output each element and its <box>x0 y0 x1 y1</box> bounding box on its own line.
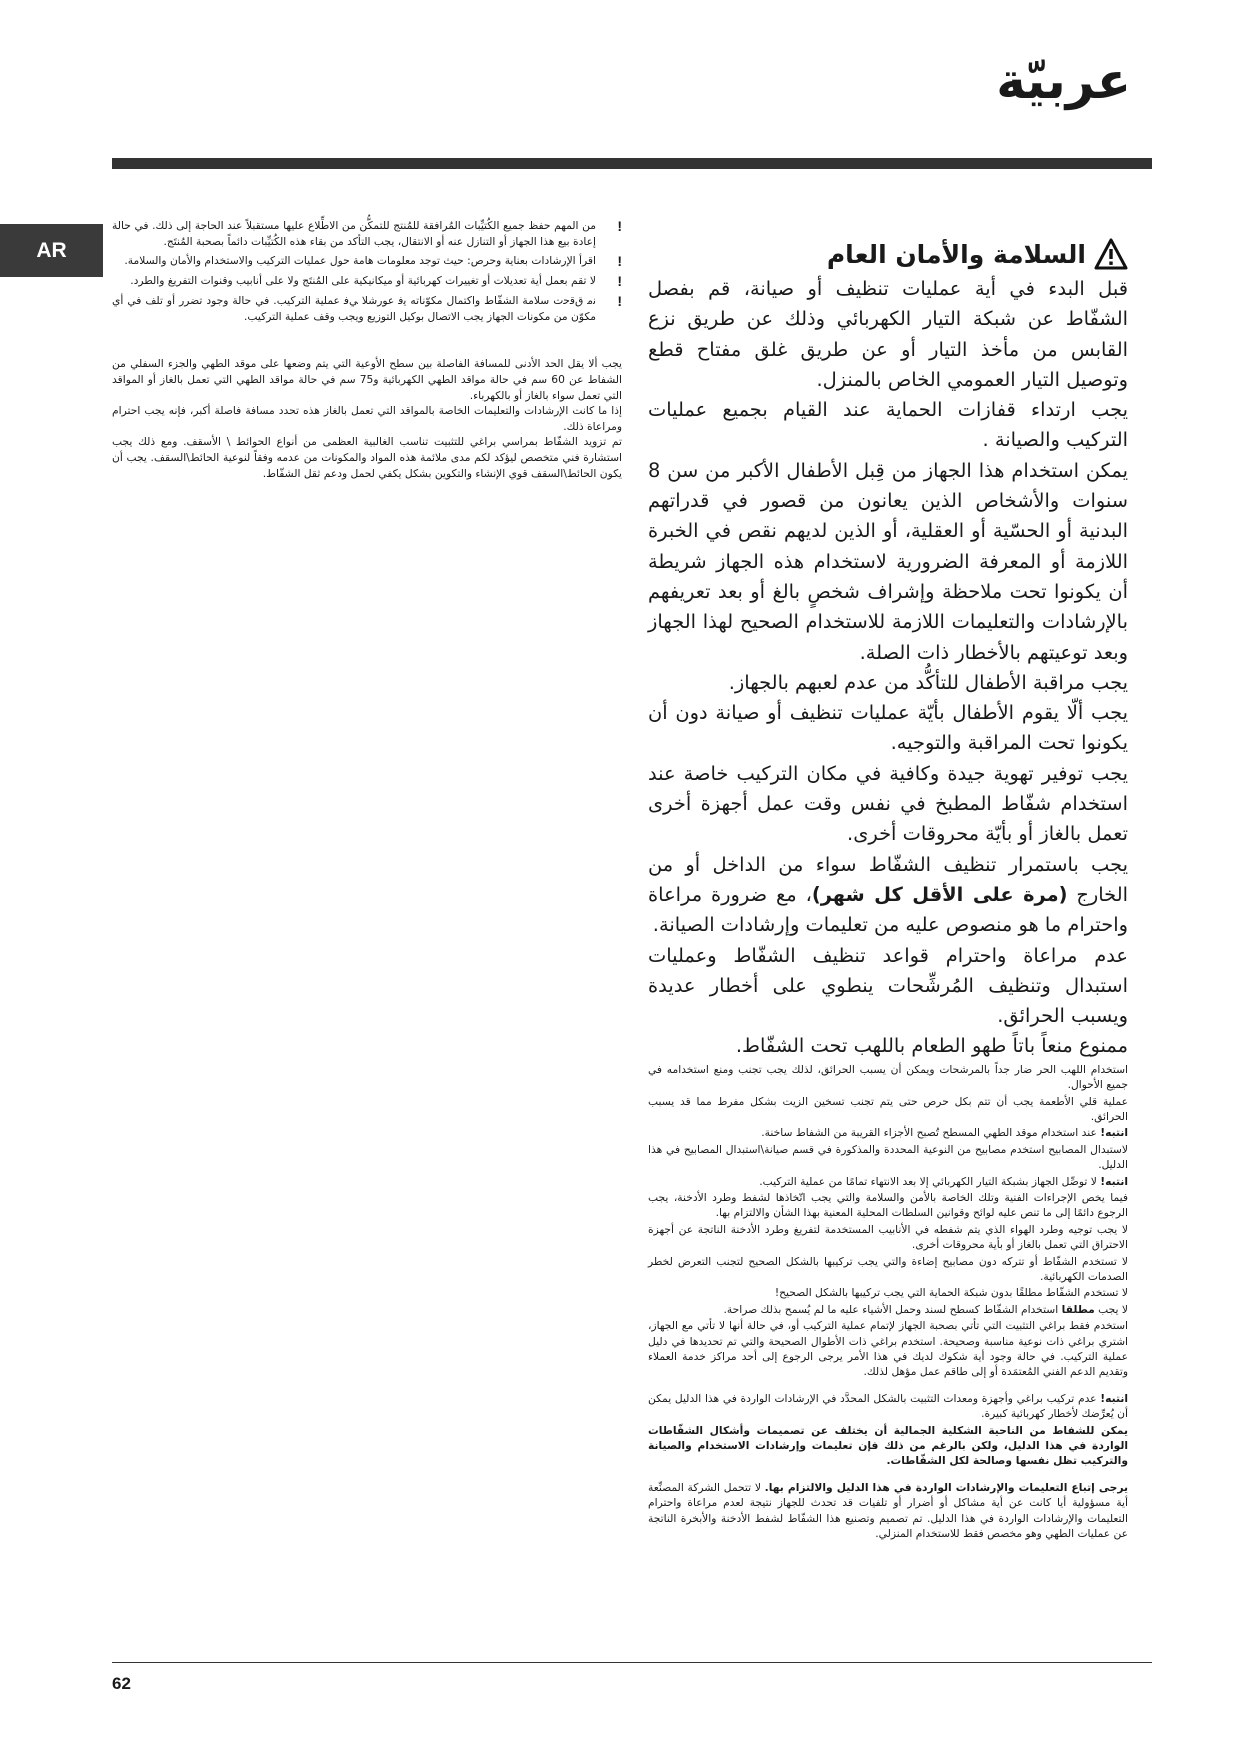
bullet-text: اقرأ الإرشادات بعناية وحرص: حيث توجد معلومات هامة حول عمليات التركيب والاستخدام والأمان والسلامة. <box>124 254 596 268</box>
warning-icon <box>1094 238 1128 270</box>
attention-label: انتبه! <box>1100 1174 1128 1188</box>
cleaning-frequency: (مرة على الأقل كل شهر) <box>811 882 1068 906</box>
body-paragraph: عدم مراعاة واحترام قواعد تنظيف الشفّاط وعمليات استبدال وتنظيف المُرشِّحات ينطوي على أخطار عديدة ويسبب الحرائق. <box>648 943 1128 1028</box>
page-title: عربيّة <box>996 52 1131 110</box>
anchors-paragraph: تم تزويد الشفّاط بمراسي براغي للتثبيت تناسب الغالبية العظمى من أنواع الحوائط \ الأسقف. ومع ذلك يجب استشارة فني متخصص ليؤكد لكم مدى ملائمة هذه المواد والمكونات من عدمه وفقاً لنوعية الحائط\السقف. يجب أن يكون الحائط\السقف قوي الإنشاء والتكوين بشكل يكفي لحمل ودعم ثقل الشفّاط. <box>112 435 622 480</box>
final-bold: يرجى إتباع التعليمات والإرشادات الواردة في هذا الدليل والالتزام بها. <box>764 1480 1128 1494</box>
small-paragraph: لا يجب توجيه وطرد الهواء الذي يتم شفطه في الأنابيب المستخدمة لتفريغ وطرد الأدخنة الناتجة عن أجهزة الاحتراق التي تعمل بالغاز أو بأية محروقات أخرى. <box>648 1222 1128 1252</box>
small-paragraph: لا تستخدم الشفّاط مطلقًا بدون شبكة الحماية التي يجب تركيبها بالشكل الصحيح! <box>774 1286 1128 1300</box>
exclamation-icon: ! <box>617 253 622 270</box>
bullet-text: من المهم حفظ جميع الكُتيِّبات المُرافقة للمُنتج للتمكُّن من الاطِّلاع عليها مستقبلاً عند الحاجة إلى ذلك. في حالة إعادة بيع هذا الجهاز أو التنازل عنه أو الانتقال، يجب التأكد من بقاء هذه الكُتيِّبات دائماً بصحبة المُنتَج. <box>112 219 596 248</box>
attention-label: انتبه! <box>1100 1391 1128 1405</box>
never-text: لا يجب <box>1094 1302 1128 1316</box>
never-text-end: استخدام الشفّاط كسطح لسند وحمل الأشياء عليه ما لم يُسمح بذلك صراحة. <box>723 1302 1062 1316</box>
body-paragraph: قبل البدء في أية عمليات تنظيف أو صيانة، قم بفصل الشفّاط عن شبكة التيار الكهربائي وذلك عن طريق نزع القابس من مأخذ التيار أو عن طريق غلق مفتاح قطع وتوصيل التيار العمومي الخاص بالمنزل. <box>648 277 1128 391</box>
never-paragraph <box>648 1302 1128 1317</box>
never-bold: مطلقا <box>1061 1302 1095 1316</box>
small-paragraph: استخدام اللهب الحر ضار جداً بالمرشحات ويمكن أن يسبب الحرائق، لذلك يجب تجنب ومنع استخدامه في جميع الأحوال. <box>648 1062 1128 1092</box>
right-column <box>648 228 1128 1543</box>
body-paragraph: ممنوع منعاً باتاً طهو الطعام باللهب تحت الشفّاط. <box>735 1034 1128 1058</box>
attention-paragraph <box>648 1125 1128 1140</box>
small-paragraph: لا تستخدم الشفّاط أو تتركه دون مصابيح إضاءة والتي يجب تركيبها بالشكل الصحيح لتجنب التعرض لخطر الصدمات الكهربائية. <box>648 1254 1128 1283</box>
distance-paragraph: يجب ألا يقل الحد الأدنى للمسافة الفاصلة بين سطح الأوعية التي يتم وضعها على موقد الطهي والجزء السفلي من الشفاط عن 60 سم في حالة مواقد الطهي الكهربائية و75 سم في حالة مواقد الطهي التي تعمل بالغاز أو المواقد التي تعمل سواء بالغاز أو بالكهرباء. <box>112 357 623 402</box>
cleaning-paragraph <box>648 850 1128 941</box>
cleaning-text: يجب باستمرار تنظيف الشفّاط سواء من الداخل أو من الخارج <box>648 852 1128 906</box>
small-paragraph: عملية قلي الأطعمة يجب أن تتم بكل حرص حتى يتم تجنب تسخين الزيت بشكل مفرط مما قد يسبب الحرائق. <box>648 1094 1128 1123</box>
body-paragraph: يمكن استخدام هذا الجهاز من قِبل الأطفال الأكبر من سن 8 سنوات والأشخاص الذين يعانون من قصور في قدراتهم البدنية أو الحسّية أو العقلية، أو الذين لديهم نقص في الخبرة اللازمة أو المعرفة الضرورية لاستخدام هذه الجهاز شريطة أن يكونوا تحت ملاحظة وإشراف شخصٍ بالغ أو بعد تعريفهم بالإرشادات والتعليمات اللازمة للاستخدام الصحيح لهذا الجهاز وبعد توعيتهم بالأخطار ذات الصلة. <box>648 458 1128 664</box>
exclamation-icon: ! <box>617 273 622 290</box>
section-heading <box>648 238 1128 270</box>
language-tab: AR <box>0 224 103 277</box>
small-paragraph: لاستبدال المصابيح استخدم مصابيح من النوعية المحددة والمذكورة في قسم صيانة\استبدال المصابيح في هذا الدليل. <box>648 1142 1128 1172</box>
gas-paragraph: إذا ما كانت الإرشادات والتعليمات الخاصة بالمواقد التي تعمل بالغاز هذه تحدد مسافة فاصلة أكبر، فإنه يجب احترام ومراعاة ذلك. <box>112 404 622 433</box>
attention-paragraph <box>648 1391 1128 1422</box>
exclamation-icon: ! <box>617 293 622 310</box>
bullet-text: لا تقم بعمل أية تعديلات أو تغييرات كهربائية أو ميكانيكية على المُنتَج ولا على أنابيب وقنوات التفريغ والطرد. <box>130 274 596 288</box>
attention-paragraph <box>648 1174 1128 1189</box>
attention-text: عدم تركيب براغي وأجهزة ومعدات التثبيت بالشكل المحدَّد في الإرشادات الواردة في هذا الدليل يمكن أن يُعرِّضك لأخطار كهربائية كبيرة. <box>648 1391 1128 1421</box>
page-number: 62 <box>112 1674 131 1693</box>
left-column <box>112 218 622 481</box>
small-paragraph: فيما يخص الإجراءات الفنية وتلك الخاصة بالأمن والسلامة والتي يجب اتّخاذها لشفط وطرد الأدخنة، يجب الرجوع دائمًا إلى ما تنص عليه لوائح وقوانين السلطات المحلية المعنية بهذا الشأن والالتزام بها. <box>648 1190 1128 1220</box>
final-text: لا تتحمل الشركة المصنِّعة أية مسؤولية أيا كانت عن أية مشاكل أو أضرار أو تلفيات قد تحدث للجهاز نتيجة لعدم مراعاة واحترام التعليمات والإرشادات الواردة في هذا الدليل. تم تصميم وتصنيع هذا الشفّاط لشفط الأدخنة والأبخرة الناتجة عن عمليات الطهي وهو مخصص فقط للاستخدام المنزلي. <box>648 1480 1128 1541</box>
body-paragraph: يجب مراقبة الأطفال للتأكُّد من عدم لعبهم بالجهاز. <box>728 670 1128 694</box>
design-note: يمكن للشفاط من الناحية الشكلية الجمالية أن يختلف عن تصميمات وأشكال الشفّاطات الواردة في هذا الدليل، ولكن بالرغم من ذلك فإن تعليمات وإرشادات الاستخدام والصيانة والتركيب تظل نفسها وصالحة لكل الشفّاطات. <box>648 1423 1128 1468</box>
bullet-item <box>112 253 622 269</box>
exclamation-icon: ! <box>617 218 622 234</box>
attention-label: انتبه! <box>1100 1126 1128 1140</box>
bullet-item <box>112 218 622 249</box>
body-paragraph: يجب ارتداء قفازات الحماية عند القيام بجميع عمليات التركيب والصيانة . <box>648 398 1128 452</box>
small-paragraph: استخدم فقط براغي التثبيت التي تأتي بصحبة الجهاز لإتمام عملية التركيب أو، في حالة أنها لا تأتي مع الجهاز، اشتري براغي ذات نوعية مناسبة وصحيحة. استخدم براغي ذات الأطوال الصحيحة والتي تم تحديدها في دليل عملية التركيب. في حالة وجود أية شكوك لديك في هذا الأمر يرجى الرجوع إلى أحد مراكز خدمة العملاء وتقديم الدعم الفني المُعتمَدة أو إلى طاقم عمل مؤهل لذلك. <box>648 1319 1128 1379</box>
bullet-item <box>112 273 622 289</box>
header-rule <box>112 158 1152 169</box>
section-title: السلامة والأمان العام <box>826 239 1086 269</box>
footer-rule <box>112 1662 1152 1663</box>
bullet-item <box>112 293 622 324</box>
body-paragraph: يجب توفير تهوية جيدة وكافية في مكان التركيب خاصة عند استخدام شفّاط المطبخ في نفس وقت عمل أجهزة أخرى تعمل بالغاز أو بأيّة محروقات أخرى. <box>648 761 1128 846</box>
bullet-text: ن‍ﻣ قﻗﺣت سلامة الشفّاط واكتمال مكوّناته ﻳﻓ عورشلا ﻲﻓ عملية التركيب. في حالة وجود تضرر أو تلف في أي مكوّن من مكونات الجهاز يجب الاتصال بوكيل التوزيع ويجب وقف عملية التركيب. <box>112 294 596 323</box>
body-paragraph: يجب ألّا يقوم الأطفال بأيّة عمليات تنظيف أو صيانة دون أن يكونوا تحت المراقبة والتوجيه. <box>648 701 1128 755</box>
attention-text: لا توصِّل الجهاز بشبكة التيار الكهربائي إلا بعد الانتهاء تمامًا من عملية التركيب. <box>759 1174 1101 1188</box>
final-paragraph <box>648 1480 1128 1542</box>
cleaning-text-end: ، مع ضرورة مراعاة واحترام ما هو منصوص عليه من تعليمات وإرشادات الصيانة. <box>648 882 1128 937</box>
attention-text: عند استخدام موقد الطهي المسطح تُصبح الأجزاء القريبة من الشفاط ساخنة. <box>761 1126 1101 1140</box>
